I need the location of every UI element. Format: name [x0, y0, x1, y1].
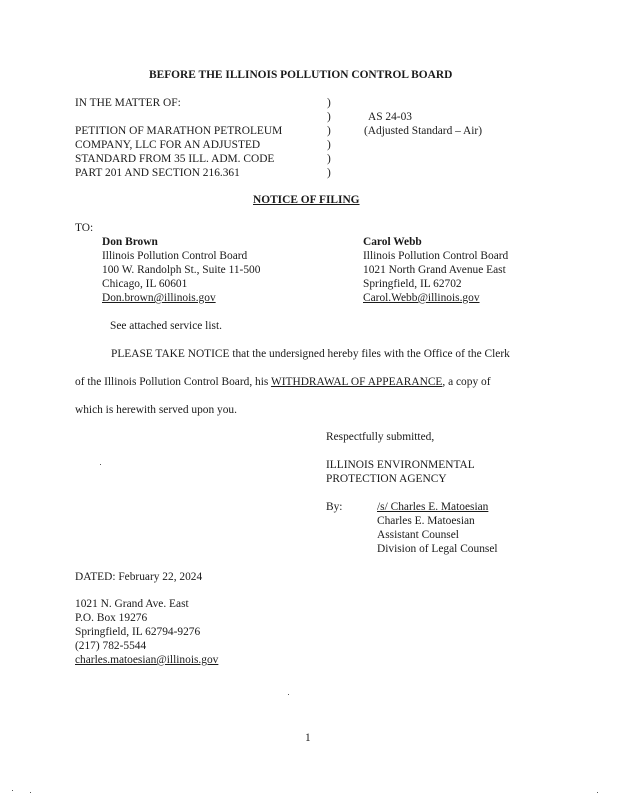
- caption-paren: ): [327, 111, 331, 123]
- case-type: (Adjusted Standard – Air): [364, 125, 482, 137]
- contact-po-box: P.O. Box 19276: [75, 612, 148, 624]
- scan-speck: [30, 792, 31, 793]
- dated-line: DATED: February 22, 2024: [75, 571, 203, 583]
- closing: Respectfully submitted,: [326, 431, 435, 443]
- signer-name: Charles E. Matoesian: [377, 515, 475, 527]
- notice-body-line-1: PLEASE TAKE NOTICE that the undersigned hereby files with the Office of the Clerk: [111, 348, 510, 360]
- recipient-email-link[interactable]: Carol.Webb@illinois.gov: [363, 292, 480, 304]
- recipient-address: 1021 North Grand Avenue East: [363, 264, 506, 276]
- agency-name-line-2: PROTECTION AGENCY: [326, 473, 447, 485]
- recipient-email-link[interactable]: Don.brown@illinois.gov: [102, 292, 216, 304]
- page-number: 1: [305, 732, 311, 744]
- signer-division: Division of Legal Counsel: [377, 543, 498, 555]
- notice-title: NOTICE OF FILING: [253, 194, 360, 206]
- recipient-name: Don Brown: [102, 236, 158, 248]
- scan-speck: [288, 694, 289, 695]
- recipient-address: 100 W. Randolph St., Suite 11-500: [102, 264, 261, 276]
- scan-speck: [597, 792, 598, 793]
- caption-paren: ): [327, 167, 331, 179]
- caption-paren: ): [327, 153, 331, 165]
- notice-body-line-3: which is herewith served upon you.: [75, 404, 237, 416]
- scan-speck: [12, 790, 13, 791]
- petition-line-1: PETITION OF MARATHON PETROLEUM: [75, 125, 283, 137]
- recipient-city: Chicago, IL 60601: [102, 278, 188, 290]
- matter-of-label: IN THE MATTER OF:: [75, 97, 181, 109]
- recipient-name: Carol Webb: [363, 236, 422, 248]
- caption-paren: ): [327, 97, 331, 109]
- contact-street: 1021 N. Grand Ave. East: [75, 598, 189, 610]
- electronic-signature: /s/ Charles E. Matoesian: [377, 501, 489, 513]
- caption-paren: ): [327, 139, 331, 151]
- notice-body-line-2: [75, 375, 490, 389]
- recipient-org: Illinois Pollution Control Board: [102, 250, 248, 262]
- petition-line-4: PART 201 AND SECTION 216.361: [75, 167, 240, 179]
- scan-speck: [100, 464, 101, 465]
- petition-line-3: STANDARD FROM 35 ILL. ADM. CODE: [75, 153, 275, 165]
- contact-email-link[interactable]: charles.matoesian@illinois.gov: [75, 654, 219, 666]
- body-text: , a copy of: [442, 376, 491, 388]
- withdrawal-of-appearance: WITHDRAWAL OF APPEARANCE: [270, 376, 443, 388]
- to-label: TO:: [75, 222, 94, 234]
- signer-title: Assistant Counsel: [377, 529, 459, 541]
- caption-paren: ): [327, 125, 331, 137]
- document-title: BEFORE THE ILLINOIS POLLUTION CONTROL BOARD: [149, 69, 453, 81]
- recipient-city: Springfield, IL 62702: [363, 278, 462, 290]
- contact-city: Springfield, IL 62794-9276: [75, 626, 201, 638]
- contact-phone: (217) 782-5544: [75, 640, 147, 652]
- recipient-org: Illinois Pollution Control Board: [363, 250, 509, 262]
- petition-line-2: COMPANY, LLC FOR AN ADJUSTED: [75, 139, 261, 151]
- body-text: of the Illinois Pollution Control Board, his: [75, 376, 271, 388]
- agency-name-line-1: ILLINOIS ENVIRONMENTAL: [326, 459, 475, 471]
- by-label: By:: [326, 501, 343, 513]
- case-number: AS 24-03: [368, 111, 412, 123]
- service-note: See attached service list.: [110, 320, 222, 332]
